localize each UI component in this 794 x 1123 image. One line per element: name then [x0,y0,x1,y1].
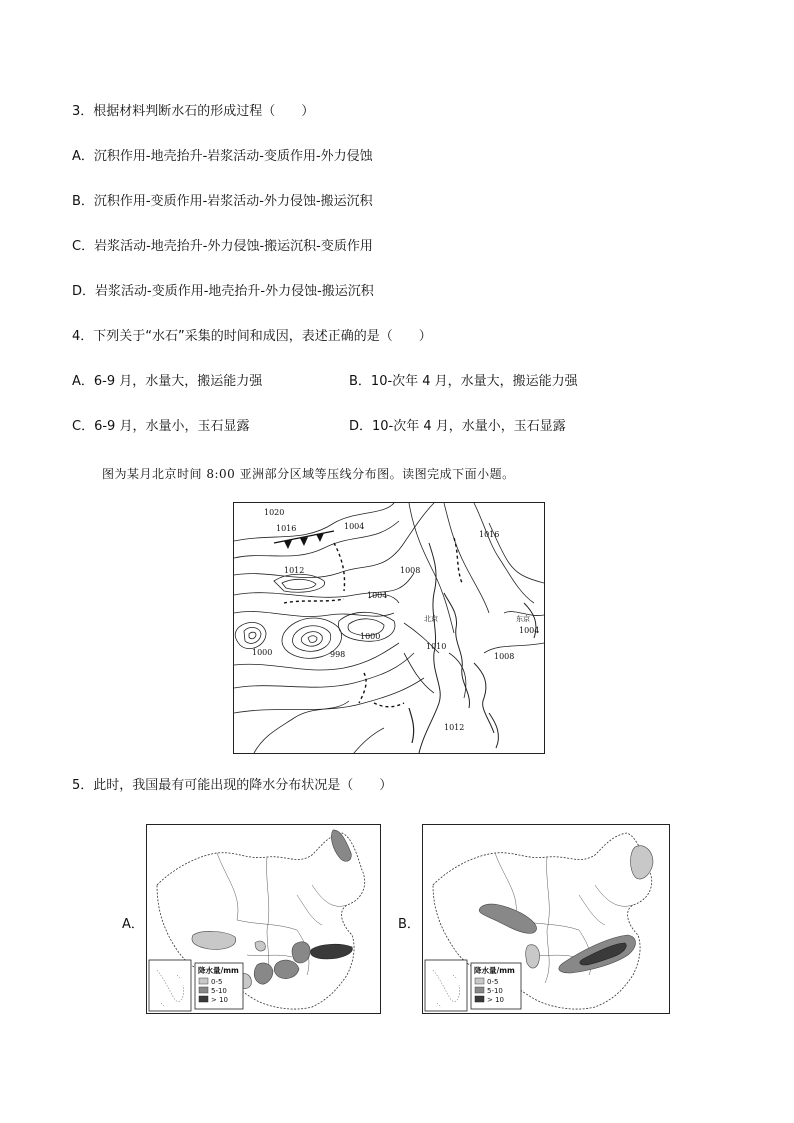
isobar-label-1012-south: 1012 [444,723,465,732]
isobar-label-1016-east: 1016 [479,530,500,539]
isobar-label-1008-vertical: 1008 [400,566,421,575]
legend-b-item-gt-10: > 10 [487,996,504,1004]
question-3-option-d[interactable]: D．岩浆活动-变质作用-地壳抬升-外力侵蚀-搬运沉积 [72,284,374,299]
isobar-map-svg [234,503,544,753]
legend-a-item-gt-10: > 10 [211,996,228,1004]
question-4-option-b[interactable]: B．10-次年 4 月，水量大，搬运能力强 [349,374,578,389]
isobar-label-1004-center: 1004 [367,591,388,600]
isobar-label-1004-east: 1004 [519,626,540,635]
isobar-label-1008-east: 1008 [494,652,515,661]
isobar-map [233,502,545,754]
city-label-beijing: 北京 [424,615,438,623]
precipitation-map-b[interactable] [422,824,670,1014]
question-3-option-a[interactable]: A．沉积作用-地壳抬升-岩浆活动-变质作用-外力侵蚀 [72,149,373,164]
question-5-option-a-label[interactable]: A． [122,917,144,932]
question-4-option-c[interactable]: C．6-9 月，水量小，玉石显露 [72,419,250,434]
isobar-label-1010: 1010 [426,642,447,651]
legend-a-swatch-mid [199,987,208,993]
legend-a-swatch-dark [199,996,208,1002]
isobar-label-1000-west: 1000 [252,648,273,657]
map-intro-text: 图为某月北京时间 8:00 亚洲部分区域等压线分布图。读图完成下面小题。 [102,467,515,481]
precipitation-map-a[interactable] [146,824,381,1014]
question-4-option-d[interactable]: D．10-次年 4 月，水量小，玉石显露 [349,419,566,434]
legend-b-swatch-light [475,978,484,984]
legend-b-item-5-10: 5-10 [487,987,503,995]
legend-b-swatch-dark [475,996,484,1002]
question-3-option-b[interactable]: B．沉积作用-变质作用-岩浆活动-外力侵蚀-搬运沉积 [72,194,373,209]
isobar-label-1000-center: 1000 [360,632,381,641]
city-label-tokyo: 东京 [516,615,530,623]
legend-a-swatch-light [199,978,208,984]
precipitation-map-a-svg [147,825,380,1013]
legend-b-title: 降水量/mm [474,966,515,975]
question-4-stem: 4．下列关于“水石”采集的时间和成因，表述正确的是（ ） [72,329,432,344]
legend-a-item-5-10: 5-10 [211,987,227,995]
question-5-option-b-label[interactable]: B． [398,917,420,932]
legend-a-item-0-5: 0-5 [211,978,223,986]
precipitation-map-b-svg [423,825,669,1013]
isobar-label-998: 998 [330,650,346,659]
question-4-option-a[interactable]: A．6-9 月，水量大，搬运能力强 [72,374,263,389]
isobar-label-1016: 1016 [276,524,297,533]
question-3-option-c[interactable]: C．岩浆活动-地壳抬升-外力侵蚀-搬运沉积-变质作用 [72,239,373,254]
legend-a-title: 降水量/mm [198,966,239,975]
isobar-label-1020: 1020 [264,508,285,517]
isobar-label-1012: 1012 [284,566,305,575]
question-5-stem: 5．此时，我国最有可能出现的降水分布状况是（ ） [72,778,393,793]
question-3-stem: 3．根据材料判断水石的形成过程（ ） [72,104,315,119]
isobar-label-1004-north: 1004 [344,522,365,531]
legend-b-item-0-5: 0-5 [487,978,499,986]
legend-b-swatch-mid [475,987,484,993]
